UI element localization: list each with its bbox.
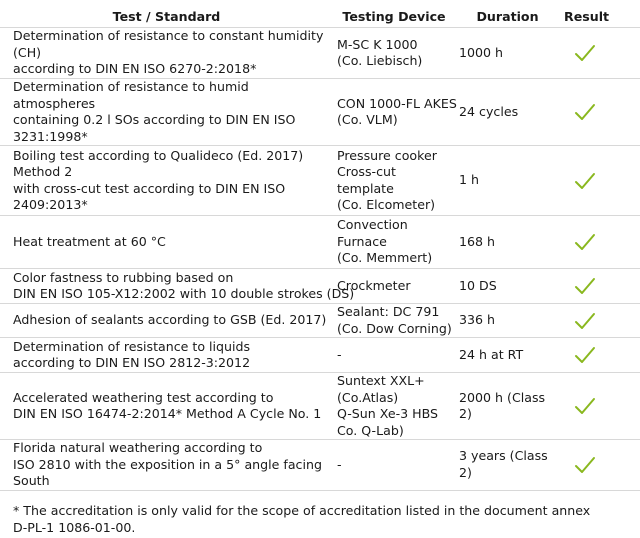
result-cell: [560, 440, 640, 491]
checkmark-icon: [574, 233, 596, 251]
result-cell: [560, 338, 640, 373]
testing-device-cell-line: (Co. Elcometer): [337, 197, 436, 212]
testing-device-cell-line: CON 1000-FL AKES: [337, 95, 457, 111]
test-standard-cell-line: 2409:2013*: [13, 197, 88, 212]
duration-cell: [455, 28, 560, 79]
table-row: [0, 269, 640, 304]
duration-cell-line: 1000 h: [459, 44, 504, 60]
result-cell: [560, 28, 640, 79]
test-standard-cell: [0, 373, 333, 440]
result-cell: [560, 373, 640, 440]
table-row: [0, 304, 640, 338]
test-standard-cell: [0, 28, 333, 79]
testing-device-cell: [333, 338, 455, 373]
testing-device-cell-line: -: [337, 346, 342, 362]
test-standard-cell: [0, 338, 333, 373]
testing-device-cell-line: (Co.Atlas): [337, 389, 399, 405]
test-standard-cell-line: Determination of resistance to humid: [13, 79, 249, 94]
test-standard-cell-line: Determination of resistance to constant humidity: [13, 28, 324, 44]
testing-device-cell-line: Sealant: DC 791: [337, 304, 440, 319]
result-cell: [560, 269, 640, 304]
duration-cell-line: 2): [459, 406, 472, 421]
duration-cell: [455, 304, 560, 338]
test-standard-cell-line: Adhesion of sealants according to GSB (Ed. 2017): [13, 312, 327, 328]
duration-cell-line: 2000 h (Class: [459, 389, 546, 405]
duration-cell-line: 168 h: [459, 233, 496, 249]
testing-device-cell: [333, 373, 455, 440]
test-standard-cell-line: Florida natural weathering according to: [13, 440, 263, 455]
duration-cell: [455, 338, 560, 373]
checkmark-icon: [574, 312, 596, 330]
footnote-line: * The accreditation is only valid for the scope of accreditation listed in the document annex: [13, 503, 591, 518]
duration-cell: [455, 216, 560, 269]
checkmark-icon: [574, 44, 596, 62]
testing-device-cell: [333, 146, 455, 216]
test-standard-cell-line: Color fastness to rubbing based on: [13, 269, 234, 285]
test-standard-cell-line: Heat treatment at 60 °C: [13, 233, 166, 249]
test-standard-cell: [0, 440, 333, 491]
test-standard-cell-line: Boiling test according to Qualideco (Ed. 2017): [13, 147, 304, 163]
testing-device-cell: [333, 440, 455, 491]
testing-device-cell-line: Co. Q-Lab): [337, 422, 404, 438]
duration-cell-line: 336 h: [459, 312, 496, 328]
test-standard-cell-line: 3231:1998*: [13, 128, 88, 144]
test-standard-cell: [0, 216, 333, 269]
table-row: [0, 146, 640, 216]
testing-device-cell-line: template: [337, 180, 394, 196]
test-results-table: [0, 8, 640, 491]
test-standard-cell: [0, 304, 333, 338]
testing-device-cell-line: Convection: [337, 217, 408, 233]
testing-device-cell-line: Crockmeter: [337, 277, 411, 293]
test-standard-cell-line: Accelerated weathering test according to: [13, 389, 274, 405]
duration-cell: [455, 440, 560, 491]
table-row: [0, 440, 640, 491]
header-result: Result: [560, 8, 640, 28]
test-standard-cell-line: DIN EN ISO 105-X12:2002 with 10 double strokes (DS): [13, 286, 355, 301]
table-row: [0, 338, 640, 373]
table-header-row: [0, 8, 640, 28]
testing-device-cell-line: Furnace: [337, 233, 387, 249]
test-standard-cell-line: ISO 2810 with the exposition in a 5° angle facing: [13, 456, 322, 472]
checkmark-icon: [574, 397, 596, 415]
checkmark-icon: [574, 346, 596, 364]
testing-device-cell-line: -: [337, 456, 342, 472]
testing-device-cell-line: (Co. Memmert): [337, 250, 433, 266]
test-standard-cell-line: (CH): [13, 44, 42, 60]
table-row: [0, 28, 640, 79]
testing-device-cell-line: M-SC K 1000: [337, 36, 418, 52]
test-standard-cell: [0, 79, 333, 146]
duration-cell-line: 1 h: [459, 172, 479, 188]
duration-cell-line: 24 cycles: [459, 103, 519, 119]
testing-device-cell-line: (Co. Liebisch): [337, 53, 423, 68]
test-standard-cell-line: containing 0.2 l SOs according to DIN EN ISO: [13, 112, 296, 127]
duration-cell: [455, 79, 560, 146]
test-standard-cell-line: according to DIN EN ISO 6270-2:2018*: [13, 61, 257, 77]
test-standard-cell: [0, 146, 333, 216]
duration-cell: [455, 269, 560, 304]
test-standard-cell-line: South: [13, 473, 50, 488]
table-row: [0, 79, 640, 146]
checkmark-icon: [574, 456, 596, 474]
testing-device-cell: [333, 216, 455, 269]
test-standard-cell-line: DIN EN ISO 16474-2:2014* Method A Cycle No. 1: [13, 406, 322, 421]
testing-device-cell: [333, 304, 455, 338]
table-row: [0, 216, 640, 269]
duration-cell-line: 24 h at RT: [459, 346, 524, 362]
testing-device-cell-line: (Co. Dow Corning): [337, 320, 452, 336]
test-standard-cell: [0, 269, 355, 304]
duration-cell: [455, 373, 560, 440]
accreditation-footnote: [13, 503, 593, 536]
testing-device-cell-line: Pressure cooker: [337, 147, 437, 163]
duration-cell-line: 3 years (Class: [459, 448, 548, 464]
duration-cell-line: 10 DS: [459, 277, 497, 293]
table-row: [0, 373, 640, 440]
duration-cell-line: 2): [459, 464, 472, 480]
checkmark-icon: [574, 277, 596, 295]
header-test-standard: Test / Standard: [0, 8, 333, 28]
header-duration: Duration: [455, 8, 560, 28]
header-testing-device: Testing Device: [333, 8, 455, 28]
testing-device-cell: [333, 28, 455, 79]
testing-device-cell-line: (Co. VLM): [337, 112, 398, 127]
result-cell: [560, 79, 640, 146]
testing-device-cell-line: Suntext XXL+: [337, 373, 425, 388]
test-standard-cell-line: with cross-cut test according to DIN EN ISO: [13, 180, 286, 196]
testing-device-cell: [333, 79, 455, 146]
checkmark-icon: [574, 103, 596, 121]
result-cell: [560, 216, 640, 269]
test-standard-cell-line: according to DIN EN ISO 2812-3:2012: [13, 355, 251, 370]
result-cell: [560, 304, 640, 338]
testing-device-cell-line: Cross-cut: [337, 164, 396, 179]
footnote-line: D-PL-1 1086-01-00.: [13, 519, 136, 535]
test-standard-cell-line: Determination of resistance to liquids: [13, 338, 251, 354]
duration-cell: [455, 146, 560, 216]
testing-device-cell-line: Q-Sun Xe-3 HBS: [337, 406, 439, 421]
test-standard-cell-line: Method 2: [13, 164, 73, 179]
test-standard-cell-line: atmospheres: [13, 95, 96, 111]
checkmark-icon: [574, 172, 596, 190]
result-cell: [560, 146, 640, 216]
